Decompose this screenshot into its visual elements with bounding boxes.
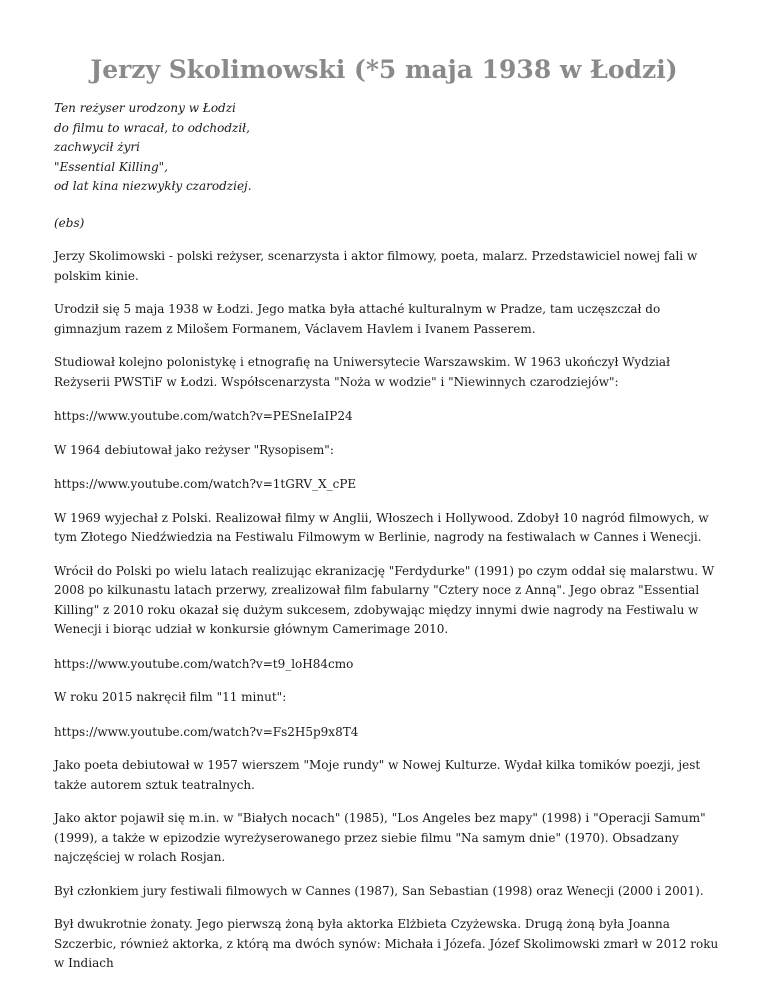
video-link[interactable]: https://www.youtube.com/watch?v=PESneIaIP24 bbox=[54, 409, 353, 423]
paragraph-family: Był dwukrotnie żonaty. Jego pierwszą żoną była aktorka Elżbieta Czyżewska. Drugą żoną była Joanna Szczerbic, również aktorka, z którą ma dwóch synów: Michała i Józefa. Józef Skolimowski zmarł w 2012 roku w Indiach bbox=[54, 917, 719, 970]
video-link[interactable]: https://www.youtube.com/watch?v=t9_loH84cmo bbox=[54, 656, 354, 671]
paragraph-birth: Urodził się 5 maja 1938 w Łodzi. Jego matka była attaché kulturalnym w Pradze, tam uczęszczał do gimnazjum razem z Milošem Formanem, Václavem Havlem i Ivanem Passerem. bbox=[54, 302, 661, 336]
document-page bbox=[54, 0, 724, 974]
poem-line: "Essential Killing", bbox=[54, 159, 168, 174]
paragraph-actor: Jako aktor pojawił się m.in. w "Białych nocach" (1985), "Los Angeles bez mapy" (1998) i "Operacji Samum" (1999), a także w epizodzie wyreżyserowanego przez siebie filmu "Na samym dnie" (1970). Obsadzany najczęściej w rolach Rosjan. bbox=[54, 811, 706, 864]
video-link[interactable]: https://www.youtube.com/watch?v=Fs2H5p9x8T4 bbox=[54, 724, 359, 739]
video-link[interactable]: https://www.youtube.com/watch?v=1tGRV_X_cPE bbox=[54, 477, 357, 491]
paragraph-poet: Jako poeta debiutował w 1957 wierszem "Moje rundy" w Nowej Kulturze. Wydał kilka tomików poezji, jest także autorem sztuk teatralnych. bbox=[54, 758, 701, 792]
paragraph-intro: Jerzy Skolimowski - polski reżyser, scenarzysta i aktor filmowy, poeta, malarz. Przedstawiciel nowej fali w polskim kinie. bbox=[54, 249, 698, 283]
poem-author: (ebs) bbox=[54, 215, 85, 230]
paragraph-return: Wrócił do Polski po wielu latach realizując ekranizację "Ferdydurke" (1991) po czym oddał się malarstwu. W 2008 po kilkunastu latach przerwy, zrealizował film fabularny "Cztery noce z Anną". Jego obraz "Essential Killing" z 2010 roku okazał się dużym sukcesem, zdobywając między innymi dwie nagrody na Festiwalu w Wenecji i biorąc udział w konkursie głównym Camerimage 2010. bbox=[54, 563, 715, 636]
poem-line: od lat kina niezwykły czarodziej. bbox=[54, 179, 252, 193]
poem-line: do filmu to wracał, to odchodził, bbox=[54, 120, 250, 135]
paragraph-11-minut: W roku 2015 nakręcił film "11 minut": bbox=[54, 690, 287, 704]
paragraph-studies: Studiował kolejno polonistykę i etnografię na Uniwersytecie Warszawskim. W 1963 ukończył Wydział Reżyserii PWSTiF w Łodzi. Współscenarzysta "Noża w wodzie" i "Niewinnych czarodziejów": bbox=[54, 355, 670, 389]
poem bbox=[54, 99, 724, 197]
poem-line: Ten reżyser urodzony w Łodzi bbox=[54, 101, 236, 115]
paragraph-jury: Był członkiem jury festiwali filmowych w Cannes (1987), San Sebastian (1998) oraz Wenecji (2000 i 2001). bbox=[54, 883, 704, 898]
poem-line: zachwycił żyri bbox=[54, 140, 140, 154]
document-title: Jerzy Skolimowski (*5 maja 1938 w Łodzi) bbox=[90, 55, 678, 84]
paragraph-emigration: W 1969 wyjechał z Polski. Realizował filmy w Anglii, Włoszech i Hollywood. Zdobył 10 nagród filmowych, w tym Złotego Niedźwiedzia na Festiwalu Filmowym w Berlinie, nagrody na festiwalach w Cannes i Wenecji. bbox=[54, 510, 709, 544]
paragraph-debut: W 1964 debiutował jako reżyser "Rysopisem": bbox=[54, 442, 334, 457]
